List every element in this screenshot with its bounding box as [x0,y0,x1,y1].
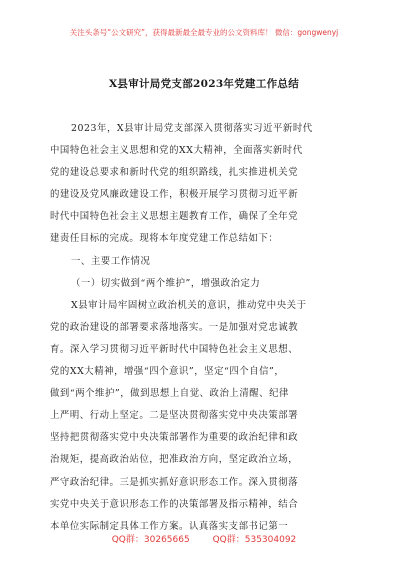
footer-contact [0,532,408,545]
body-line: 做到“两个维护”，做到思想上自觉、政治上清醒、纪律 [50,388,289,400]
body-line: 实党中央关于意识形态工作的决策部署及指示精神，结合 [50,498,299,510]
body-line: 2023年，X县审计局党支部深入贯彻落实习近平新时代 [71,123,313,134]
body-line: 党的XX大精神，增强“四个意识”，坚定“四个自信”， [50,366,285,378]
footer-qq-group-2: QQ群：535304092 [212,535,297,545]
body-line: 严守政治纪律。三是抓实抓好意识形态工作。深入贯彻落 [50,476,299,488]
body-line: 上严明、行动上坚定。二是坚决贯彻落实党中央决策部署 [50,410,299,422]
document-body [50,118,362,538]
body-line: 育。深入学习贯彻习近平新时代中国特色社会主义思想、 [50,343,299,355]
document-title: X县审计局党支部2023年党建工作总结 [108,78,300,90]
body-line: 的建设及党风廉政建设工作，积极开展学习贯彻习近平新 [50,189,299,201]
body-line: 治规矩，提高政治站位，把准政治方向，坚定政治立场， [50,454,299,466]
body-line: 坚持把贯彻落实党中央决策部署作为重要的政治纪律和政 [50,432,299,444]
body-line: 时代中国特色社会主义思想主题教育工作，确保了全年党 [50,211,299,223]
section-heading: 一、主要工作情况 [71,255,151,267]
body-line: 党的政治建设的部署要求落地落实。一是加强对党忠诚教 [50,321,299,333]
body-line: 建责任目标的完成。现将本年度党建工作总结如下： [50,233,279,245]
body-line: 本单位实际制定具体工作方案。认真落实支部书记第一 [50,520,289,532]
body-line: 中国特色社会主义思想和党的XX大精神，全面落实新时代 [50,145,303,157]
subsection-heading: （一）切实做到“两个维护”，增强政治定力 [71,277,261,289]
body-line: X县审计局牢固树立政治机关的意识，推动党中央关于 [71,299,307,311]
body-line: 党的建设总要求和新时代党的组织路线，扎实推进机关党 [50,167,299,179]
header-banner: 关注头条号“公文研究”，获得最新最全最专业的公文资料库！ 微信：gongwenyj [69,28,339,37]
footer-qq-group-1: QQ群：30265665 [111,535,190,545]
